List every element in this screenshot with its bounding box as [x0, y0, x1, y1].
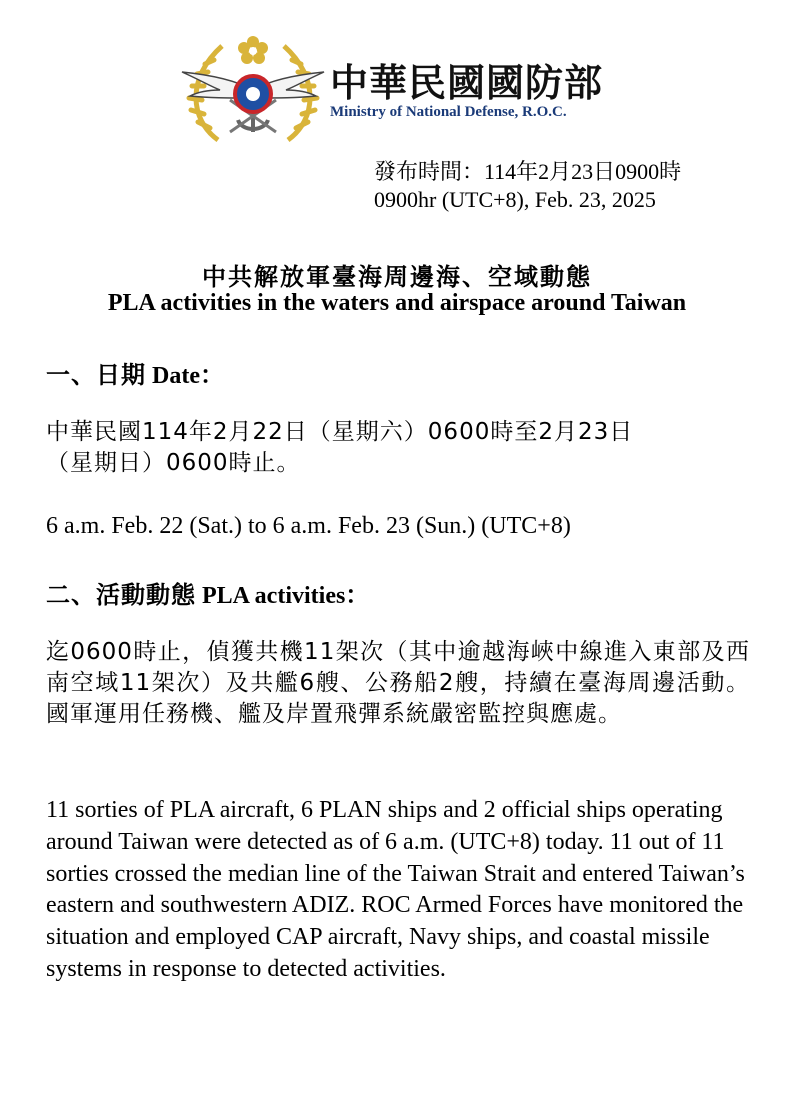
org-name-chinese: 中華民國國防部 [330, 61, 604, 105]
activities-heading-chinese: 二、活動動態 [46, 581, 196, 609]
ministry-emblem-icon [180, 28, 326, 144]
page-title-chinese: 中共解放軍臺海周邊海、空域動態 [202, 263, 592, 291]
date-body-english: 6 a.m. Feb. 22 (Sat.) to 6 a.m. Feb. 23 (Sun.) (UTC+8) [46, 513, 571, 539]
date-body-chinese-line2: （星期日）0600時止。 [46, 450, 301, 476]
date-section-heading [46, 355, 224, 390]
page-title-english: PLA activities in the waters and airspace around Taiwan [107, 290, 687, 316]
activities-body-chinese: 迄0600時止，偵獲共機11架次（其中逾越海峽中線進入東部及西南空域11架次）及共艦6艘、公務船2艘，持續在臺海周邊活動。國軍運用任務機、艦及岸置飛彈系統嚴密監控與應處。 [46, 639, 750, 727]
date-heading-english: Date： [152, 363, 224, 389]
activities-body-english: 11 sorties of PLA aircraft, 6 PLAN ships and 2 official ships operating around Taiwan were detected as of 6 a.m. (UTC+8) today. 11 out of 11 sorties crossed the median line of the Taiwan Strait and entered Taiwan’s eastern and southwestern ADIZ. ROC Armed Forces have monitored the situation and employed CAP aircraft, Navy ships, and coastal missile systems in response to detected activities. [46, 797, 745, 982]
activities-heading-english: PLA activities： [202, 583, 370, 609]
date-heading-chinese: 一、日期 [46, 361, 146, 389]
date-body-chinese [46, 417, 750, 479]
release-time-english: 0900hr (UTC+8), Feb. 23, 2025 [374, 187, 656, 212]
activities-section-heading [46, 575, 369, 610]
date-body-chinese-line1: 中華民國114年2月22日（星期六）0600時至2月23日 [46, 419, 634, 445]
release-time-chinese: 發布時間：114年2月23日0900時 [374, 159, 682, 184]
org-name-english: Ministry of National Defense, R.O.C. [330, 104, 567, 120]
